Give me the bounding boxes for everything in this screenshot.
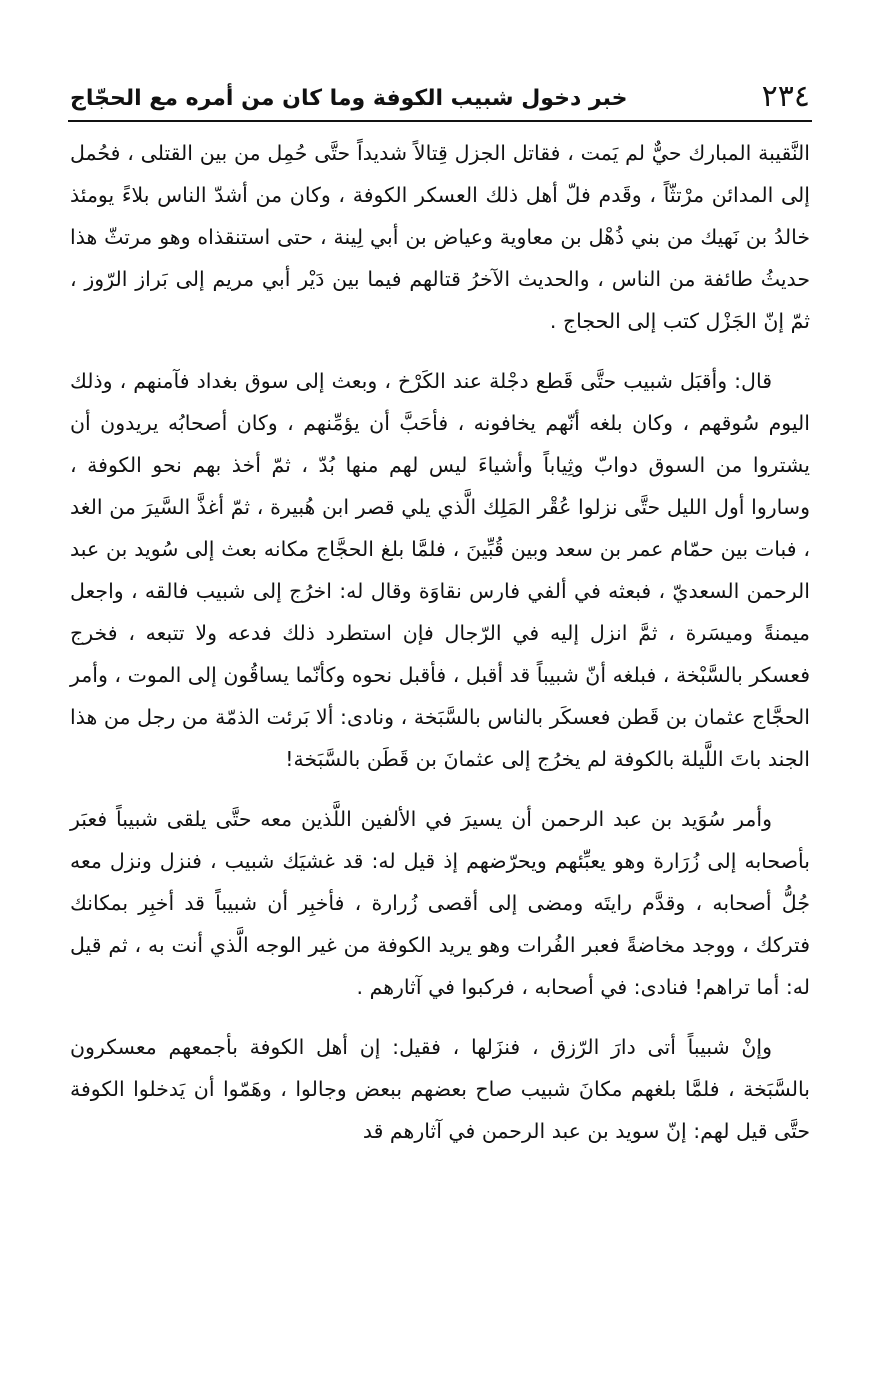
paragraph-1: النَّقيبة المبارك حيٌّ لم يَمت ، فقاتل الجزل قِتالاً شديداً حتَّى حُمِل من بين القتلى ، فحُمل إلى المدائن مرْتثّاً ، وقَدم فلّ أهل ذلك العسكر الكوفة ، وكان من أشدّ الناس بلاءً يومئذ خالدُ بن نَهيك من بني ذُهْل بن معاوية وعياض بن أبي لِينة ، حتى استنقذاه وهو مرتثّ هذا حديثُ طائفة من الناس ، والحديث الآخرُ قتالهم فيما بين دَيْر أبي مريم إلى بَراز الرّوز ، ثمّ إنّ الجَزْل كتب إلى الحجاج . [70, 141, 810, 333]
page-number: ٢٣٤ [761, 79, 810, 114]
header-divider [68, 120, 812, 122]
page-header [70, 76, 810, 114]
body-text [70, 132, 810, 1170]
paragraph-2: قال: وأقبَل شبيب حتَّى قَطع دجْلة عند الكَرْخ ، وبعث إلى سوق بغداد فآمنهم ، وذلك اليوم سُوقهم ، وكان بلغه أنّهم يخافونه ، فأحَبَّ أن يؤمِّنهم ، وكان أصحابُه يريدون أن يشتروا من السوق دوابّ وثِياباً وأشياءَ ليس لهم منها بُدّ ، ثمّ أخذ بهم نحو الكوفة ، وساروا أول الليل حتَّى نزلوا عُقْر المَلِك الَّذي يلي قصر ابن هُبيرة ، ثمّ أغذَّ السَّيرَ من الغد ، فبات بين حمّام عمر بن سعد وبين قُبِّينَ ، فلمَّا بلغ الحجَّاج مكانه بعث إلى سُويد بن عبد الرحمن السعديّ ، فبعثه في ألفي فارس نقاوَة وقال له: اخرُج إلى شبيب فالقه ، واجعل ميمنةً وميسَرة ، ثمَّ انزل إليه في الرّجال فإن استطرد ذلك فدعه ولا تتبعه ، فخرج فعسكر بالسَّبْخة ، فبلغه أنّ شبيباً قد أقبل ، فأقبل نحوه وكأنّما يساقُون إلى الموت ، وأمر الحجَّاج عثمان بن قَطن فعسكَر بالناس بالسَّبَخة ، ونادى: ألا بَرئت الذمّة من رجل من هذا الجند باتَ اللَّيلة بالكوفة لم يخرُج إلى عثمانَ بن قَطَن بالسَّبَخة! [70, 369, 810, 771]
paragraph-3: وأمر سُوَيد بن عبد الرحمن أن يسيرَ في الألفين اللَّذين معه حتَّى يلقى شبيباً فعبَر بأصحابه إلى زُرَارة وهو يعبِّئهم ويحرّضهم إذ قيل له: قد غشيَك شبيب ، فنزل ونزل معه جُلُّ أصحابه ، وقدَّم رايتَه ومضى إلى أقصى زُرارة ، فأخبِر أن شبيباً قد أخبِر بمكانك فتركك ، ووجد مخاضةً فعبر الفُرات وهو يريد الكوفة من غير الوجه الَّذي أنت به ، ثم قيل له: أما تراهم! فنادى: في أصحابه ، فركبوا في آثارهم . [70, 807, 810, 999]
paragraph-4: وإنْ شبيباً أتى دارَ الرّزق ، فنزَلها ، فقيل: إن أهل الكوفة بأجمعهم معسكرون بالسَّبَخة ، فلمَّا بلغهم مكانَ شبيب صاح بعضهم ببعض وجالوا ، وهَمّوا أن يَدخلوا الكوفة حتَّى قيل لهم: إنّ سويد بن عبد الرحمن في آثارهم قد [70, 1035, 810, 1143]
running-title: خبر دخول شبيب الكوفة وما كان من أمره مع الحجّاج [70, 86, 628, 111]
